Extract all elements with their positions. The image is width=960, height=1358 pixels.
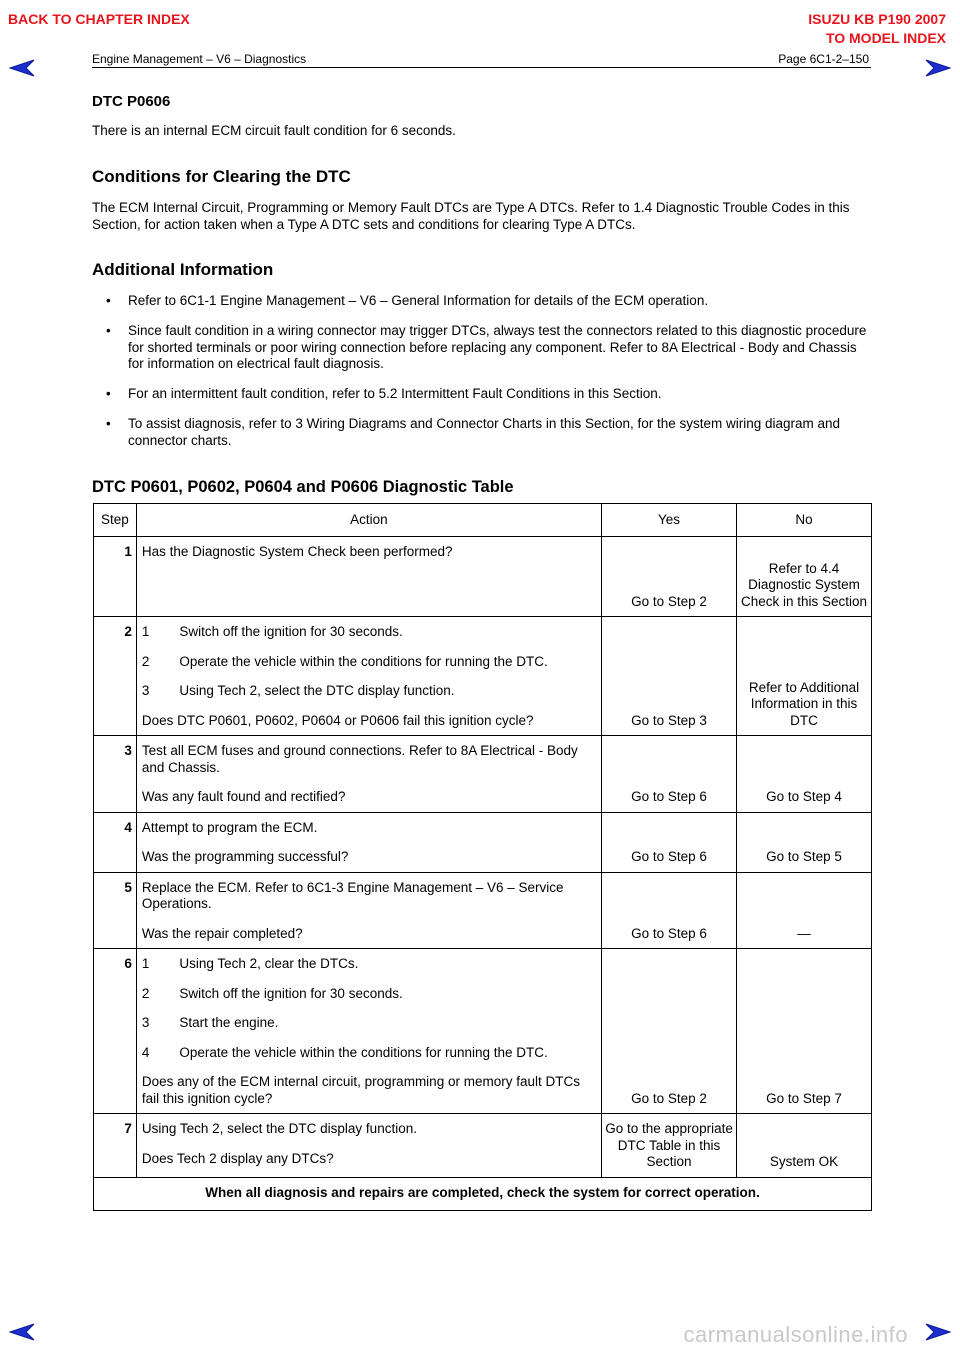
bullet-icon: • [106, 386, 111, 401]
action-line: Attempt to program the ECM. [141, 819, 318, 835]
column-header-no: No [737, 504, 872, 537]
no-cell: Go to Step 7 [737, 949, 872, 1114]
model-title-link[interactable]: ISUZU KB P190 2007 [808, 11, 946, 27]
action-line: 4 Operate the vehicle within the conditions for running the DTC. [141, 1044, 548, 1060]
step-number: 1 [94, 537, 137, 617]
action-cell [136, 617, 601, 736]
yes-cell: Go to Step 3 [602, 617, 737, 736]
table-row [94, 949, 872, 1114]
list-item [92, 293, 872, 310]
no-cell: — [737, 872, 872, 949]
yes-cell: Go to Step 2 [602, 949, 737, 1114]
list-item [92, 323, 872, 373]
table-row [94, 736, 872, 813]
list-item-text: For an intermittent fault condition, refer to 5.2 Intermittent Fault Conditions in this Section. [128, 386, 662, 401]
previous-page-arrow-bottom-icon[interactable] [8, 1322, 36, 1342]
action-line: Does Tech 2 display any DTCs? [141, 1150, 334, 1166]
action-cell [136, 872, 601, 949]
diagnostic-table [93, 503, 872, 1211]
page-number: Page 6C1-2–150 [778, 52, 869, 66]
action-line: Does any of the ECM internal circuit, programming or memory fault DTCs fail this ignition cycle? [141, 1074, 580, 1106]
no-cell: Go to Step 5 [737, 812, 872, 872]
column-header-action: Action [136, 504, 601, 537]
no-cell: System OK [737, 1114, 872, 1178]
previous-page-arrow-icon[interactable] [8, 58, 36, 78]
table-row [94, 812, 872, 872]
list-item-text: To assist diagnosis, refer to 3 Wiring Diagrams and Connector Charts in this Section, for the system wiring diagram and connector charts. [128, 416, 841, 448]
bullet-icon: • [106, 323, 111, 338]
step-number: 7 [94, 1114, 137, 1178]
bullet-icon: • [106, 293, 111, 308]
action-cell [136, 812, 601, 872]
action-line: Using Tech 2, select the DTC display function. [141, 1121, 417, 1136]
header-rule [92, 67, 871, 68]
table-row [94, 537, 872, 617]
next-page-arrow-icon[interactable] [924, 58, 952, 78]
action-line: Replace the ECM. Refer to 6C1-3 Engine Management – V6 – Service Operations. [141, 879, 564, 911]
action-line: Was the programming successful? [141, 849, 349, 864]
list-item [92, 416, 872, 449]
step-number: 5 [94, 872, 137, 949]
table-header-row [94, 504, 872, 537]
action-line: 3 Start the engine. [141, 1015, 279, 1030]
yes-cell: Go to Step 6 [602, 812, 737, 872]
action-line: 1 Using Tech 2, clear the DTCs. [141, 956, 359, 971]
list-item [92, 386, 872, 403]
action-line: 1 Switch off the ignition for 30 seconds. [141, 624, 403, 639]
list-item-text: Since fault condition in a wiring connector may trigger DTCs, always test the connectors related to this diagnostic procedure for shorted terminals or poor wiring connection before replacing any component. Refer to 8A Electrical - Body and Chassis for information on electrical fault diagnosis. [128, 323, 867, 371]
yes-cell: Go to Step 2 [602, 537, 737, 617]
no-cell: Go to Step 4 [737, 736, 872, 813]
table-row [94, 617, 872, 736]
clearing-heading: Conditions for Clearing the DTC [92, 167, 351, 186]
action-cell [136, 736, 601, 813]
step-number: 4 [94, 812, 137, 872]
bullet-icon: • [106, 416, 111, 431]
action-cell [136, 1114, 601, 1178]
action-line: Was any fault found and rectified? [141, 789, 346, 804]
yes-cell: Go to the appropriate DTC Table in this Section [602, 1114, 737, 1178]
action-cell [136, 537, 601, 617]
table-row [94, 872, 872, 949]
step-number: 2 [94, 617, 137, 736]
action-line: 2 Switch off the ignition for 30 seconds. [141, 985, 403, 1001]
additional-info-heading: Additional Information [92, 260, 274, 279]
no-cell: Refer to Additional Information in this DTC [737, 617, 872, 736]
to-model-index-link[interactable]: TO MODEL INDEX [825, 30, 946, 46]
table-row [94, 1114, 872, 1178]
dtc-description: There is an internal ECM circuit fault condition for 6 seconds. [92, 123, 456, 138]
action-line: Does DTC P0601, P0602, P0604 or P0606 fail this ignition cycle? [141, 712, 534, 728]
step-number: 6 [94, 949, 137, 1114]
back-to-chapter-index-link[interactable]: BACK TO CHAPTER INDEX [8, 11, 190, 27]
next-page-arrow-bottom-icon[interactable] [924, 1322, 952, 1342]
running-header-title: Engine Management – V6 – Diagnostics [92, 52, 307, 66]
yes-cell: Go to Step 6 [602, 736, 737, 813]
list-item-text: Refer to 6C1-1 Engine Management – V6 – General Information for details of the ECM operation. [128, 293, 709, 308]
action-line: 2 Operate the vehicle within the conditions for running the DTC. [141, 653, 548, 669]
yes-cell: Go to Step 6 [602, 872, 737, 949]
additional-info-list [92, 293, 872, 463]
action-line: Has the Diagnostic System Check been performed? [141, 544, 453, 559]
diagnostic-table-heading: DTC P0601, P0602, P0604 and P0606 Diagnostic Table [92, 478, 514, 496]
clearing-text: The ECM Internal Circuit, Programming or Memory Fault DTCs are Type A DTCs. Refer to 1.4 Diagnostic Trouble Codes in this Section, for action taken when a Type A DTC sets and conditions for clearing Type A DTCs. [92, 200, 850, 232]
table-footer-row [94, 1177, 872, 1210]
column-header-step: Step [94, 504, 137, 537]
no-cell: Refer to 4.4 Diagnostic System Check in this Section [737, 537, 872, 617]
action-line: Test all ECM fuses and ground connections. Refer to 8A Electrical - Body and Chassis. [141, 743, 578, 775]
dtc-title: DTC P0606 [92, 93, 171, 110]
column-header-yes: Yes [602, 504, 737, 537]
step-number: 3 [94, 736, 137, 813]
table-footer-note: When all diagnosis and repairs are completed, check the system for correct operation. [94, 1177, 872, 1210]
action-cell [136, 949, 601, 1114]
watermark: carmanualsonline.info [683, 1322, 908, 1347]
action-line: 3 Using Tech 2, select the DTC display function. [141, 683, 455, 698]
action-line: Was the repair completed? [141, 925, 303, 941]
